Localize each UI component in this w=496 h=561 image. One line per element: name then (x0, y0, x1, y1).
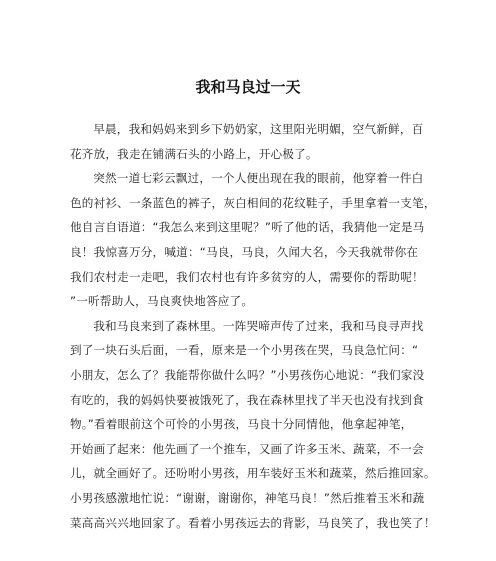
text-line: 儿，就全画好了。还吩咐小男孩，用车装好玉米和蔬菜，然后推回家。 (70, 466, 436, 481)
text-line: 小朋友，怎么了？我能帮你做什么吗？”小男孩伤心地说：“我们家没 (70, 367, 425, 382)
text-line: 花齐放，我走在铺满石头的小路上，开心极了。 (70, 146, 318, 161)
text-line: 有吃的，我的妈妈快要被饿死了，我在森林里找了半天也没有找到食 (70, 392, 424, 407)
text-line: 开始画了起来：他先画了一个推车，又画了许多玉米、蔬菜，不一会 (70, 441, 424, 456)
paragraph-2 (70, 166, 436, 314)
text-line: 我们农村走一走吧，我们农村也有许多贫穷的人，需要你的帮助呢！ (70, 269, 424, 284)
paragraph-3 (70, 314, 436, 535)
text-line: 小男孩感激地忙说：“谢谢，谢谢你，神笔马良！”然后推着玉米和蔬 (70, 490, 425, 505)
text-line: 我和马良来到了森林里。一阵哭啼声传了过来，我和马良寻声找 (93, 318, 424, 333)
text-line: 早晨，我和妈妈来到乡下奶奶家，这里阳光明媚，空气新鲜，百 (93, 122, 424, 136)
text-line: 突然一道七彩云飘过，一个人便出现在我的眼前，他穿着一件白 (93, 171, 424, 186)
text-line: ”一听帮助人，马良爽快地答应了。 (70, 294, 254, 309)
article-title: 我和马良过一天 (195, 78, 301, 96)
text-line: 菜高高兴兴地回家了。看着小男孩远去的背影，马良笑了，我也笑了！ (70, 515, 436, 530)
text-line: 色的衬衫、一条蓝色的裤子，灰白相间的花纹鞋子，手里拿着一支笔， (70, 195, 436, 210)
paragraph-1 (70, 117, 425, 166)
text-line: 他自言自语道：“我怎么来到这里呢？”听了他的话，我猜他一定是马 (70, 220, 425, 235)
text-line: 到了一块石头后面，一看，原来是一个小男孩在哭，马良急忙问：“ (70, 343, 419, 358)
text-line: 物。”看着眼前这个可怜的小男孩，马良十分同情他，他拿起神笔， (70, 417, 413, 432)
text-line: 良！我惊喜万分，喊道：“马良，马良，久闻大名，今天我就带你在 (70, 244, 419, 259)
article-body (70, 117, 436, 535)
